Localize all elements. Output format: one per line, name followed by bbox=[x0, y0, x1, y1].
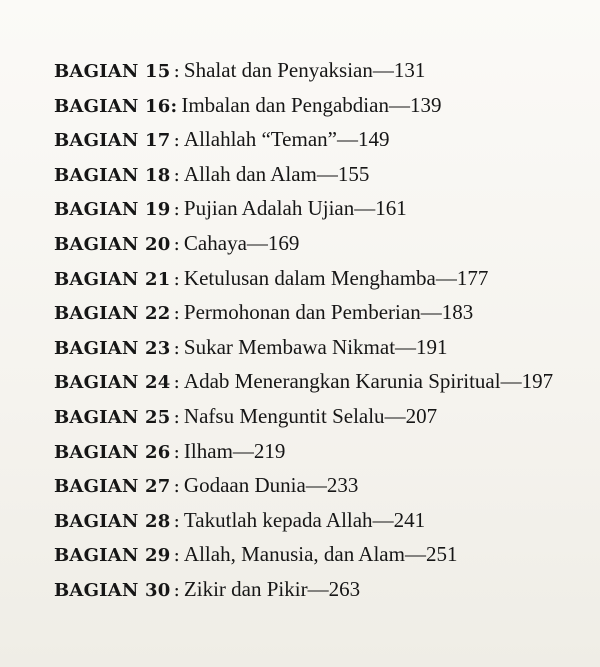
toc-entry bbox=[54, 231, 594, 266]
toc-entry-colon: : bbox=[173, 267, 180, 290]
toc-entry-page: 233 bbox=[326, 473, 359, 498]
toc-entry-title: Sukar Membawa Nikmat bbox=[183, 334, 396, 359]
toc-entry-label: BAGIAN 15 bbox=[54, 61, 171, 82]
toc-entry-dash: — bbox=[307, 576, 329, 601]
toc-entry-dash: — bbox=[420, 300, 442, 325]
toc-entry-dash: — bbox=[388, 92, 410, 117]
toc-entry-title: Nafsu Menguntit Selalu bbox=[183, 403, 385, 428]
toc-entry bbox=[54, 473, 594, 508]
toc-entry-page: 197 bbox=[521, 369, 554, 394]
toc-entry-label: BAGIAN 19 bbox=[54, 199, 171, 221]
toc-entry-colon: : bbox=[173, 198, 180, 221]
toc-entry-dash: — bbox=[404, 542, 426, 567]
toc-entry-title: Pujian Adalah Ujian bbox=[183, 196, 355, 221]
toc-entry-page: 251 bbox=[425, 542, 458, 567]
toc-entry-label: BAGIAN 24 bbox=[54, 372, 171, 394]
toc-entry-label: BAGIAN 20 bbox=[54, 233, 171, 255]
toc-entry-page: 191 bbox=[416, 334, 448, 359]
toc-entry-page: 219 bbox=[253, 438, 286, 463]
toc-entry-colon: : bbox=[173, 509, 180, 532]
toc-entry-page: 207 bbox=[405, 403, 438, 428]
toc-entry-colon: : bbox=[173, 302, 180, 325]
toc-entry-dash: — bbox=[305, 473, 327, 498]
toc-entry-colon: : bbox=[173, 440, 180, 463]
toc-entry-title: Cahaya bbox=[183, 230, 247, 255]
toc-entry-title: Imbalan dan Pengabdian bbox=[181, 92, 389, 117]
toc-entry-label: BAGIAN 17 bbox=[54, 130, 171, 152]
toc-entry-title: Ketulusan dalam Menghamba bbox=[183, 265, 436, 290]
toc-entry-colon: : bbox=[173, 405, 180, 428]
toc-entry bbox=[54, 542, 594, 577]
toc-entry bbox=[54, 162, 594, 197]
toc-entry bbox=[54, 335, 594, 370]
toc-entry-page: 183 bbox=[441, 300, 474, 325]
toc-entry-colon: : bbox=[173, 475, 180, 498]
toc-entry-dash: — bbox=[372, 58, 394, 82]
toc-entry bbox=[54, 58, 594, 93]
toc-entry bbox=[54, 300, 594, 335]
toc-entry bbox=[54, 577, 594, 612]
toc-entry-label: BAGIAN 16: bbox=[54, 95, 178, 117]
toc-entry-title: Allah dan Alam bbox=[183, 161, 317, 186]
toc-entry-label: BAGIAN 27 bbox=[54, 476, 171, 498]
toc-entry-title: Shalat dan Penyaksian bbox=[183, 58, 373, 82]
toc-entry-dash: — bbox=[336, 127, 358, 152]
toc-entry-dash: — bbox=[372, 507, 394, 532]
toc-entry bbox=[54, 508, 594, 543]
table-of-contents bbox=[54, 58, 594, 612]
toc-entry-page: 139 bbox=[409, 92, 442, 117]
toc-entry-dash: — bbox=[500, 369, 522, 394]
toc-entry-page: 169 bbox=[267, 230, 300, 255]
toc-entry-colon: : bbox=[173, 129, 180, 152]
toc-entry-dash: — bbox=[435, 265, 457, 290]
toc-entry-dash: — bbox=[246, 230, 268, 255]
toc-entry-page: 177 bbox=[456, 265, 489, 290]
toc-entry-title: Allahlah “Teman” bbox=[183, 127, 337, 152]
toc-entry-label: BAGIAN 18 bbox=[54, 164, 171, 186]
toc-entry bbox=[54, 439, 594, 474]
toc-entry bbox=[54, 127, 594, 162]
toc-entry-colon: : bbox=[173, 371, 180, 394]
toc-entry-dash: — bbox=[232, 438, 254, 463]
toc-entry-colon: : bbox=[173, 60, 180, 82]
toc-entry-colon: : bbox=[173, 163, 180, 186]
toc-entry-label: BAGIAN 23 bbox=[54, 337, 171, 359]
toc-entry bbox=[54, 369, 594, 404]
toc-entry-label: BAGIAN 29 bbox=[54, 545, 171, 567]
toc-entry-dash: — bbox=[316, 161, 338, 186]
toc-entry-colon: : bbox=[173, 232, 180, 255]
toc-entry-page: 155 bbox=[337, 161, 370, 186]
toc-entry-page: 263 bbox=[328, 576, 361, 601]
toc-entry-title: Allah, Manusia, dan Alam bbox=[183, 542, 405, 567]
toc-entry bbox=[54, 404, 594, 439]
toc-entry-dash: — bbox=[395, 334, 417, 359]
toc-entry-label: BAGIAN 26 bbox=[54, 441, 171, 463]
toc-entry-dash: — bbox=[354, 196, 376, 221]
toc-entry-page: 161 bbox=[375, 196, 407, 221]
toc-entry-title: Ilham bbox=[183, 438, 233, 463]
toc-entry-label: BAGIAN 21 bbox=[54, 268, 171, 290]
toc-entry-title: Permohonan dan Pemberian bbox=[183, 300, 421, 325]
toc-entry-label: BAGIAN 25 bbox=[54, 406, 171, 428]
toc-entry-colon: : bbox=[173, 578, 180, 601]
toc-entry-label: BAGIAN 30 bbox=[54, 579, 171, 601]
toc-entry bbox=[54, 266, 594, 301]
toc-entry-title: Godaan Dunia bbox=[183, 473, 306, 498]
toc-entry bbox=[54, 196, 594, 231]
toc-entry-label: BAGIAN 22 bbox=[54, 303, 171, 325]
toc-entry-label: BAGIAN 28 bbox=[54, 510, 171, 532]
toc-entry-dash: — bbox=[384, 403, 406, 428]
toc-entry-colon: : bbox=[173, 336, 180, 359]
toc-entry-page: 149 bbox=[357, 127, 390, 152]
toc-entry-title: Adab Menerangkan Karunia Spiritual bbox=[183, 369, 501, 394]
toc-entry-colon: : bbox=[173, 544, 180, 567]
toc-entry-page: 241 bbox=[393, 507, 426, 532]
toc-entry-title: Zikir dan Pikir bbox=[183, 576, 308, 601]
toc-entry-title: Takutlah kepada Allah bbox=[183, 507, 373, 532]
toc-entry bbox=[54, 93, 594, 128]
toc-entry-page: 131 bbox=[393, 58, 426, 82]
